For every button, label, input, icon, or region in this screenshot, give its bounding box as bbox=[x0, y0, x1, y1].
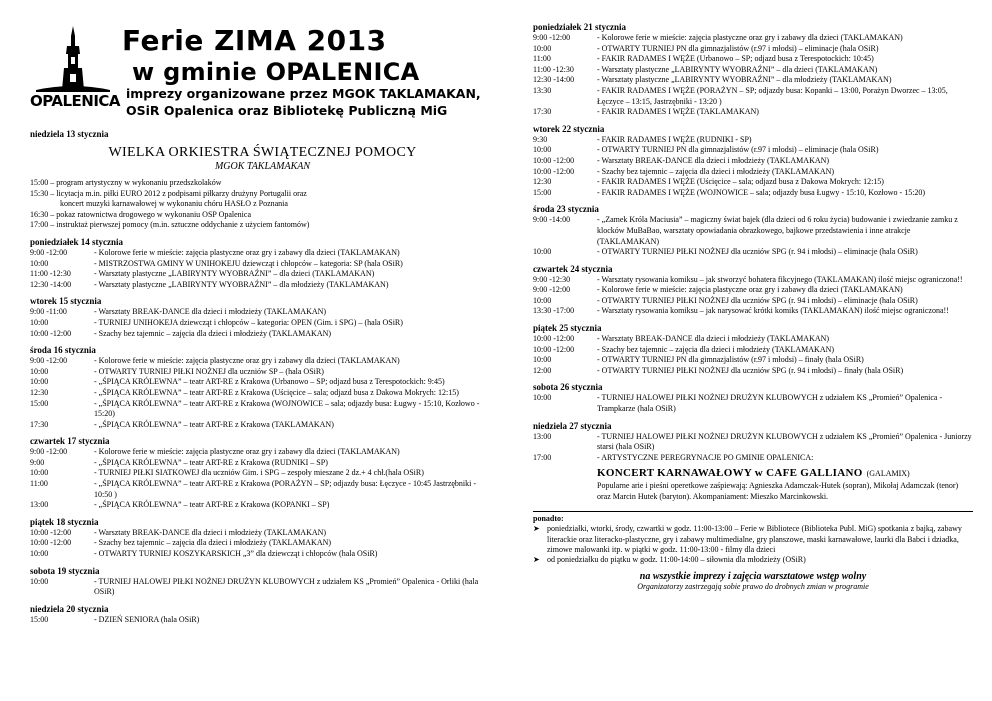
event-description: - „ŚPIĄCA KRÓLEWNA” – teatr ART-RE z Krakowa (Urbanowo – SP; odjazd busa z Terespotockich: 9:45) bbox=[94, 377, 445, 387]
event-description: - „Zamek Króla Maciusia” – magiczny świat bajek (dla dzieci od 6 roku życia) budowanie i zwiedzanie zamku z klocków MuBaBao, warsztaty opowiadania obrazkowego, bajkowe przedstawienia i inne atrakcje (TAKLAMAKAN) bbox=[597, 215, 958, 246]
day-heading: sobota 19 stycznia bbox=[30, 565, 100, 576]
event-time: 10:00 -12:00 bbox=[30, 527, 72, 537]
schedule-row bbox=[30, 329, 495, 340]
schedule-row bbox=[533, 54, 973, 65]
event-description: - Warsztaty rysowania komiksu – jak stworzyć bohatera fikcyjnego (TAKLAMAKAN) ilość miejsc ograniczona!! bbox=[597, 274, 963, 284]
event-description: - Kolorowe ferie w mieście: zajęcia plastyczne oraz gry i zabawy dla dzieci (TAKLAMAKAN) bbox=[597, 33, 903, 42]
event-time: 12:30 bbox=[533, 177, 552, 187]
footer-free-entry: na wszystkie imprezy i zajęcia warsztatowe wstęp wolny bbox=[639, 570, 867, 582]
schedule-row bbox=[533, 188, 973, 199]
event-description: - MISTRZOSTWA GMINY W UNIHOKEJU dziewcząt i chłopców – kategoria: SP (hala OSiR) bbox=[94, 258, 403, 268]
schedule-row bbox=[533, 355, 973, 366]
event-description: - Szachy bez tajemnic – zajęcia dla dzieci i młodzieży (TAKLAMAKAN) bbox=[597, 166, 835, 176]
schedule-row bbox=[30, 577, 495, 598]
event-description: - „ŚPIĄCA KRÓLEWNA” – teatr ART-RE z Krakowa (RUDNIKI – SP) bbox=[94, 457, 328, 467]
day-heading: niedziela 13 stycznia bbox=[30, 129, 109, 139]
event-description: - OTWARTY TURNIEJ PIŁKI NOŻNEJ dla uczniów SPG (r. 94 i młodsi) – eliminacje (hala OSiR) bbox=[597, 295, 918, 305]
list-item bbox=[533, 555, 973, 565]
event-time: 10:00 -12:00 bbox=[30, 328, 72, 338]
koncert-block bbox=[533, 463, 973, 502]
day-heading: środa 16 stycznia bbox=[30, 345, 96, 356]
event-description: - „ŚPIĄCA KRÓLEWNA” – teatr ART-RE z Krakowa (KOPANKI – SP) bbox=[94, 500, 330, 510]
schedule-row bbox=[30, 399, 495, 420]
day-heading: czwartek 24 stycznia bbox=[533, 263, 613, 274]
schedule-row bbox=[30, 248, 495, 259]
schedule-row bbox=[533, 296, 973, 307]
schedule-row bbox=[30, 615, 495, 626]
schedule-row bbox=[30, 356, 495, 367]
event-description: - Warsztaty plastyczne „LABIRYNTY WYOBRAŹNI” – dla młodzieży (TAKLAMAKAN) bbox=[597, 75, 892, 85]
schedule-row bbox=[30, 549, 495, 560]
event-description: - OTWARTY TURNIEJ PIŁKI NOŻNEJ dla uczniów SP – (hala OSiR) bbox=[94, 366, 324, 376]
event-time: 10:00 bbox=[533, 145, 552, 155]
day-heading: niedziela 27 stycznia bbox=[533, 420, 612, 431]
schedule-row bbox=[533, 33, 973, 44]
schedule-row bbox=[30, 528, 495, 539]
event-description: - TURNIEJ UNIHOKEJA dziewcząt i chłopców – kategoria: OPEN (Gim. i SPG) – (hala OSiR) bbox=[94, 317, 403, 327]
koncert-desc: Popularne arie i pieśni operetkowe zaśpiewają: Agnieszka Adamczak-Hutek (sopran), Mikołaj Adamczak (tenor) oraz Marcin Hutek (baryton). Akompaniament: Mieszko Marcinkowski. bbox=[597, 481, 959, 501]
arrow-bullet-icon: ➤ bbox=[533, 524, 540, 534]
schedule-row bbox=[533, 177, 973, 188]
day-heading: piątek 25 stycznia bbox=[533, 323, 602, 334]
event-description: - Warsztaty BREAK-DANCE dla dzieci i młodzieży (TAKLAMAKAN) bbox=[597, 155, 830, 165]
event-description: - FAKIR RADAMES I WĘŻE (RUDNIKI - SP) bbox=[597, 134, 752, 144]
event-time: 13:30 bbox=[533, 85, 552, 95]
day-heading: wtorek 15 stycznia bbox=[30, 296, 102, 307]
event-time: 10:00 -12:00 bbox=[533, 344, 575, 354]
event-description: - „ŚPIĄCA KRÓLEWNA” – teatr ART-RE z Krakowa (PORAŻYN – SP; odjazdy busa: Łęczyce - 10:45 Jastrzębniki - 10:50 ) bbox=[94, 479, 477, 499]
schedule-row bbox=[533, 306, 973, 317]
woosp-item: koncert muzyki karnawałowej w wykonaniu chóru HASŁO z Poznania bbox=[60, 199, 288, 209]
event-time: 11:00 bbox=[533, 54, 551, 64]
schedule-row bbox=[30, 377, 495, 388]
title-line-2: w gminie OPALENICA bbox=[132, 58, 420, 86]
event-description: - OTWARTY TURNIEJ PN dla gimnazjalistów (r.97 i młodsi) – eliminacje (hala OSiR) bbox=[597, 145, 879, 155]
event-time: 10:00 bbox=[533, 247, 552, 257]
left-column bbox=[30, 0, 495, 625]
event-time: 12:30 -14:00 bbox=[533, 75, 575, 85]
event-time: 10:00 bbox=[30, 377, 49, 387]
schedule-row bbox=[30, 269, 495, 280]
day-heading: czwartek 17 stycznia bbox=[30, 436, 110, 447]
event-time: 10:00 bbox=[30, 468, 49, 478]
day-heading: niedziela 20 stycznia bbox=[30, 603, 109, 614]
schedule-row bbox=[533, 453, 973, 464]
event-time: 10:00 bbox=[533, 355, 552, 365]
day-heading: poniedziałek 14 stycznia bbox=[30, 236, 124, 247]
event-time: 9:00 -12:00 bbox=[533, 33, 571, 42]
event-time: 9:00 -11:00 bbox=[30, 307, 67, 317]
event-time: 13:00 bbox=[30, 500, 49, 510]
event-time: 12:30 bbox=[30, 387, 49, 397]
event-description: - FAKIR RADAMES I WĘŻE (Uścięcice – sala; odjazd busa z Dakowa Mokrych: 12:15) bbox=[597, 177, 884, 187]
event-description: - Warsztaty plastyczne „LABIRYNTY WYOBRAŹNI” – dla młodzieży (TAKLAMAKAN) bbox=[94, 279, 389, 289]
ponadto-item-2: od poniedziałku do piątku w godz. 11:00-14:00 – siłownia dla młodzieży (OSiR) bbox=[547, 555, 806, 565]
schedule-row bbox=[30, 388, 495, 399]
schedule-row bbox=[30, 538, 495, 549]
day-heading: piątek 18 stycznia bbox=[30, 516, 99, 527]
event-description: - FAKIR RADAMES I WĘŻE (TAKLAMAKAN) bbox=[597, 107, 759, 117]
event-time: 12:00 bbox=[533, 365, 552, 375]
subtitle-line-2: OSiR Opalenica oraz Bibliotekę Publiczną MiG bbox=[126, 103, 448, 118]
event-time: 13:30 -17:00 bbox=[533, 306, 575, 316]
event-description: - Warsztaty rysowania komiksu – jak narysować krótki komiks (TAKLAMAKAN) ilość miejsc ograniczona!! bbox=[597, 306, 949, 316]
event-time: 13:00 bbox=[533, 431, 552, 441]
event-description: - Warsztaty BREAK-DANCE dla dzieci i młodzieży (TAKLAMAKAN) bbox=[94, 307, 327, 317]
event-time: 10:00 bbox=[30, 317, 49, 327]
event-time: 11:00 -12:30 bbox=[30, 269, 71, 279]
woosp-item: 15:30 – licytacja m.in. piłki EURO 2012 z podpisami piłkarzy drużyny Portugalii oraz bbox=[30, 188, 307, 198]
event-time: 17:00 bbox=[533, 452, 552, 462]
schedule-row bbox=[533, 345, 973, 356]
event-description: - TURNIEJ PIŁKI SIATKOWEJ dla uczniów Gim. i SPG – zespoły mieszane 2 dz.+ 4 chł.(hala OSiR) bbox=[94, 468, 424, 478]
event-description: - Warsztaty BREAK-DANCE dla dzieci i młodzieży (TAKLAMAKAN) bbox=[94, 527, 327, 537]
event-description: - Szachy bez tajemnic – zajęcia dla dzieci i młodzieży (TAKLAMAKAN) bbox=[94, 538, 332, 548]
schedule-row bbox=[533, 107, 973, 118]
event-description: - „ŚPIĄCA KRÓLEWNA” – teatr ART-RE z Krakowa (TAKLAMAKAN) bbox=[94, 419, 334, 429]
schedule-row bbox=[533, 285, 973, 296]
right-column bbox=[533, 0, 973, 591]
event-description: - TURNIEJ HALOWEJ PIŁKI NOŻNEJ DRUŻYN KLUBOWYCH z udziałem KS „Promień” Opalenica - Orliki (hala OSiR) bbox=[94, 576, 479, 597]
schedule-row bbox=[533, 334, 973, 345]
schedule-row bbox=[533, 366, 973, 377]
schedule-row bbox=[533, 135, 973, 146]
schedule-row bbox=[533, 167, 973, 178]
event-time: 11:00 bbox=[30, 479, 48, 489]
day-heading: poniedziałek 21 stycznia bbox=[533, 22, 627, 32]
schedule-right bbox=[533, 22, 973, 463]
schedule-row bbox=[533, 156, 973, 167]
event-description: - TURNIEJ HALOWEJ PIŁKI NOŻNEJ DRUŻYN KLUBOWYCH z udziałem KS „Promień” Opalenica - Juniorzy starsi (hala OSiR) bbox=[597, 431, 972, 452]
arrow-bullet-icon: ➤ bbox=[533, 555, 540, 565]
event-description: - OTWARTY TURNIEJ PIŁKI NOŻNEJ dla uczniów SPG (r. 94 i młodsi) – finały (hala OSiR) bbox=[597, 365, 904, 375]
event-time: 9:00 bbox=[30, 457, 45, 467]
event-description: - FAKIR RADAMES I WĘŻE (WOJNOWICE – sala; odjazdy busa Ługwy - 15:10, Kozłowo - 15:20) bbox=[597, 187, 926, 197]
event-time: 10:00 -12:00 bbox=[30, 538, 72, 548]
event-time: 15:00 bbox=[30, 398, 49, 408]
event-description: - „ŚPIĄCA KRÓLEWNA” – teatr ART-RE z Krakowa (Uścięcice – sala; odjazd busa z Dakowa Mokrych: 12:15) bbox=[94, 387, 459, 397]
schedule-row bbox=[30, 259, 495, 270]
woosp-item: 15:00 – program artystyczny w wykonaniu przedszkolaków bbox=[30, 178, 222, 187]
event-description: - ARTYSTYCZNE PEREGRYNACJE PO GMINIE OPALENICA: bbox=[597, 452, 814, 462]
event-description: - Kolorowe ferie w mieście: zajęcia plastyczne oraz gry i zabawy dla dzieci (TAKLAMAKAN) bbox=[94, 447, 400, 457]
event-description: - Szachy bez tajemnic – zajęcia dla dzieci i młodzieży (TAKLAMAKAN) bbox=[94, 328, 332, 338]
ponadto-item-1: poniedziałki, wtorki, środy, czwartki w godz. 11:00-13:00 – Ferie w Bibliotece (Biblioteka Publ. MiG) spotkania z bajką, zabawy literackie oraz literacko-plastyczne, gry i zabawy multimedialne, gry planszowe, maski karnawałowe, laurki dla Babci i dziadka, zimowe malowanki itp. w piątki w godz. 11:00-13:00 - filmy dla dzieci bbox=[547, 524, 962, 554]
schedule-left bbox=[30, 237, 495, 625]
header bbox=[30, 0, 495, 125]
event-time: 9:00 -12:00 bbox=[30, 356, 68, 366]
woosp-item: 16:30 – pokaz ratownictwa drogowego w wykonaniu OSP Opalenica bbox=[30, 209, 251, 219]
schedule-row bbox=[533, 393, 973, 414]
schedule-row bbox=[30, 420, 495, 431]
event-description: - TURNIEJ HALOWEJ PIŁKI NOŻNEJ DRUŻYN KLUBOWYCH z udziałem KS „Promień” Opalenica - Trampkarze (hala OSiR) bbox=[597, 393, 943, 414]
event-time: 9:00 -12:30 bbox=[533, 274, 571, 284]
schedule-row bbox=[533, 75, 973, 86]
event-time: 9:30 bbox=[533, 134, 548, 144]
ponadto-block bbox=[533, 511, 973, 591]
list-item bbox=[533, 524, 973, 555]
event-description: - Warsztaty plastyczne „LABIRYNTY WYOBRAŹNI” – dla dzieci (TAKLAMAKAN) bbox=[94, 269, 375, 279]
event-time: 9:00 -14:00 bbox=[533, 215, 571, 225]
schedule-row bbox=[533, 44, 973, 55]
event-description: - OTWARTY TURNIEJ PIŁKI NOŻNEJ dla uczniów SPG (r. 94 i młodsi) – eliminacje (hala OSiR) bbox=[597, 247, 918, 257]
event-description: - Warsztaty BREAK-DANCE dla dzieci i młodzieży (TAKLAMAKAN) bbox=[597, 334, 830, 344]
event-description: - OTWARTY TURNIEJ PN dla gimnazjalistów (r.97 i młodsi) – finały (hala OSiR) bbox=[597, 355, 864, 365]
event-time: 10:00 -12:00 bbox=[533, 166, 575, 176]
event-time: 10:00 bbox=[30, 258, 49, 268]
event-description: - Szachy bez tajemnic – zajęcia dla dzieci i młodzieży (TAKLAMAKAN) bbox=[597, 344, 835, 354]
schedule-row bbox=[533, 65, 973, 76]
event-time: 10:00 bbox=[533, 43, 552, 53]
schedule-row bbox=[533, 145, 973, 156]
event-description: - FAKIR RADAMES I WĘŻE (PORAŻYN – SP; odjazdy busa: Kopanki – 13:00, Porażyn Dworzec – 13:05, Łęczyce – 13:15, Jastrzębniki - 13:20 ) bbox=[597, 85, 948, 106]
event-time: 12:30 -14:00 bbox=[30, 279, 72, 289]
event-time: 9:00 -12:00 bbox=[30, 247, 68, 257]
event-time: 10:00 bbox=[30, 549, 49, 559]
event-description: - Kolorowe ferie w mieście: zajęcia plastyczne oraz gry i zabawy dla dzieci (TAKLAMAKAN) bbox=[94, 356, 400, 366]
schedule-row bbox=[30, 468, 495, 479]
event-description: - Kolorowe ferie w mieście: zajęcia plastyczne oraz gry i zabawy dla dzieci (TAKLAMAKAN) bbox=[597, 285, 903, 295]
schedule-row bbox=[30, 500, 495, 511]
schedule-row bbox=[30, 280, 495, 291]
day-heading: wtorek 22 stycznia bbox=[533, 123, 605, 134]
event-description: - „ŚPIĄCA KRÓLEWNA” – teatr ART-RE z Krakowa (WOJNOWICE – sala; odjazdy busa: Ługwy - 15:10, Kozłowo - 15:20) bbox=[94, 398, 480, 419]
schedule-row bbox=[30, 307, 495, 318]
event-time: 10:00 bbox=[533, 393, 552, 403]
event-time: 15:00 bbox=[30, 614, 49, 624]
event-time: 10:00 -12:00 bbox=[533, 155, 575, 165]
event-description: - DZIEŃ SENIORA (hala OSiR) bbox=[94, 614, 200, 624]
schedule-row bbox=[533, 432, 973, 453]
woosp-organizer: MGOK TAKLAMAKAN bbox=[214, 161, 311, 172]
event-time: 10:00 bbox=[30, 366, 49, 376]
event-time: 10:00 bbox=[533, 295, 552, 305]
schedule-row bbox=[30, 318, 495, 329]
schedule-row bbox=[30, 447, 495, 458]
schedule-row bbox=[30, 367, 495, 378]
event-time: 9:00 -12:00 bbox=[533, 285, 571, 295]
subtitle-line-1: imprezy organizowane przez MGOK TAKLAMAKAN, bbox=[126, 86, 481, 101]
event-time: 17:30 bbox=[30, 419, 49, 429]
event-description: - Kolorowe ferie w mieście: zajęcia plastyczne oraz gry i zabawy dla dzieci (TAKLAMAKAN) bbox=[94, 247, 400, 257]
koncert-title: KONCERT KARNAWAŁOWY w CAFE GALLIANO bbox=[597, 467, 863, 480]
schedule-row bbox=[30, 458, 495, 469]
schedule-row bbox=[533, 275, 973, 286]
day-heading: środa 23 stycznia bbox=[533, 204, 599, 215]
event-time: 17:30 bbox=[533, 107, 552, 117]
ponadto-label: ponadto: bbox=[533, 513, 564, 523]
event-description: - Warsztaty plastyczne „LABIRYNTY WYOBRAŹNI” – dla dzieci (TAKLAMAKAN) bbox=[597, 64, 878, 74]
schedule-row bbox=[533, 247, 973, 258]
day-heading: sobota 26 stycznia bbox=[533, 382, 603, 393]
title-line-1: Ferie ZIMA 2013 bbox=[122, 24, 387, 57]
event-time: 15:00 bbox=[533, 187, 552, 197]
event-description: - OTWARTY TURNIEJ KOSZYKARSKICH „3” dla dziewcząt i chłopców (hala OSiR) bbox=[94, 549, 378, 559]
event-description: - OTWARTY TURNIEJ PN dla gimnazjalistów (r.97 i młodsi) – eliminacje (hala OSiR) bbox=[597, 43, 879, 53]
koncert-org: (GALAMIX) bbox=[866, 469, 910, 479]
schedule-row bbox=[533, 86, 973, 107]
schedule-row bbox=[533, 215, 973, 247]
event-time: 11:00 -12:30 bbox=[533, 64, 574, 74]
woosp-item: 17:00 – instruktaż pierwszej pomocy (m.in. sztuczne oddychanie z użyciem fantomów) bbox=[30, 220, 310, 230]
logo-text: OPALENICA bbox=[30, 92, 121, 110]
event-time: 9:00 -12:00 bbox=[30, 447, 68, 457]
event-time: 10:00 bbox=[30, 576, 49, 586]
event-description: - FAKIR RADAMES I WĘŻE (Urbanowo – SP; odjazd busa z Terespotockich: 10:45) bbox=[597, 54, 874, 64]
event-time: 10:00 -12:00 bbox=[533, 334, 575, 344]
woosp-title: WIELKA ORKIESTRA ŚWIĄTECZNEJ POMOCY bbox=[108, 145, 417, 160]
schedule-row bbox=[30, 479, 495, 500]
footer-note: Organizatorzy zastrzegają sobie prawo do drobnych zmian w programie bbox=[637, 581, 869, 591]
